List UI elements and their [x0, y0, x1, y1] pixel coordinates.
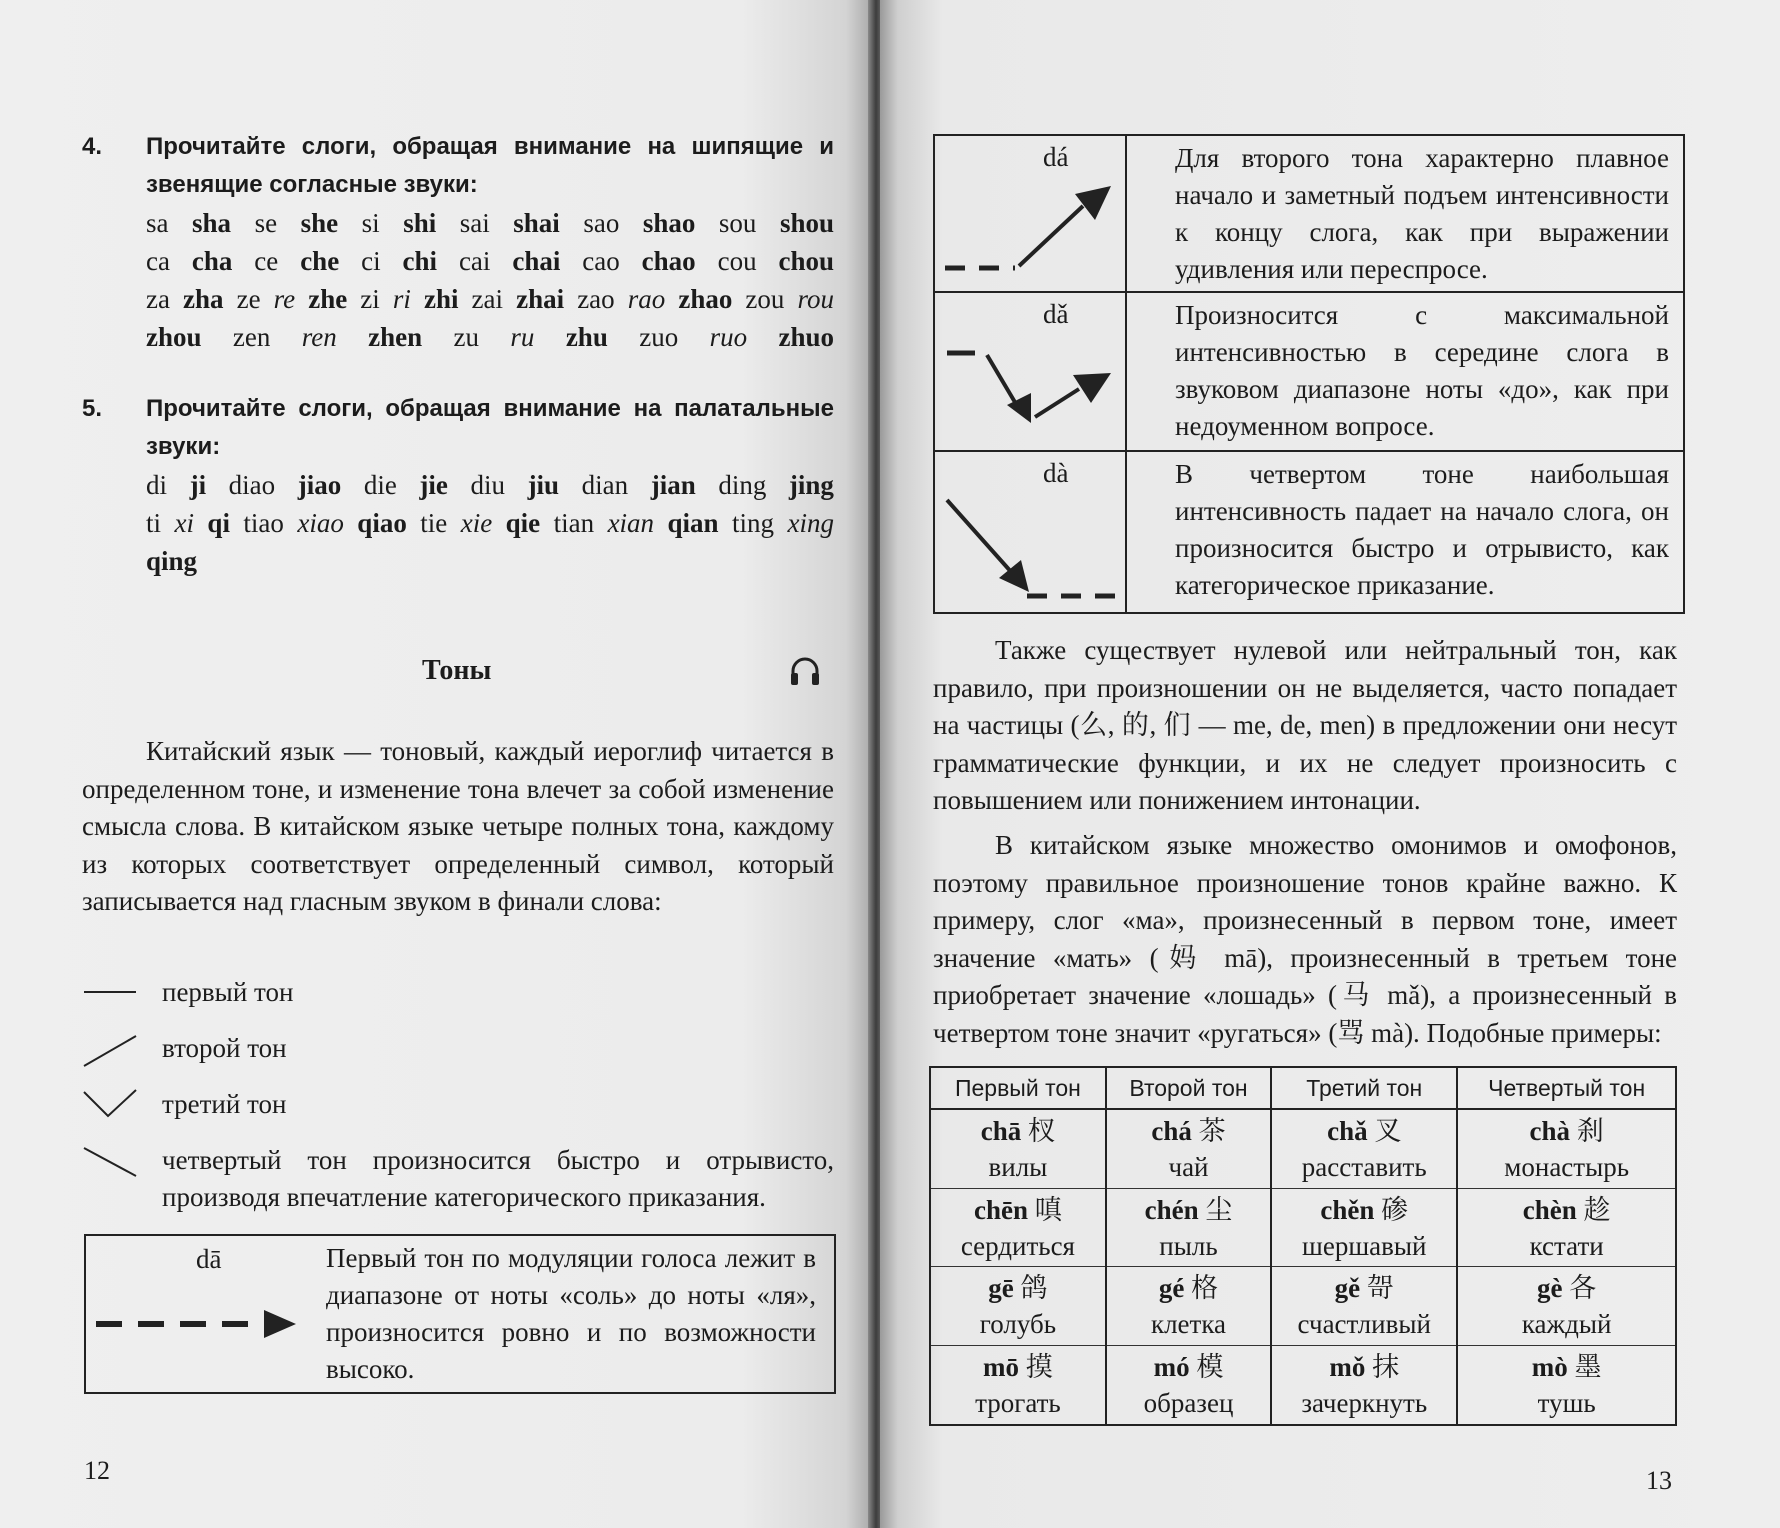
table-cell: chá 茶 чай	[1106, 1109, 1271, 1188]
first-tone-box	[84, 1234, 836, 1394]
tone-row-fourth	[935, 452, 1683, 612]
tone-mark-label: четвертый тон произносится быстро и отрывисто, производя впечатление категорического приказания.	[162, 1145, 834, 1212]
homonyms-paragraph: В китайском языке множество омонимов и омофонов, поэтому правильное произношение тонов крайне важно. К примеру, слог «ма», произнесенный в первом тоне, имеет значение «мать» (妈 mā), произнесенный в третьем тоне приобретает значение «лошадь» (马 mǎ), а произнесенный в четвертом тоне значит «ругаться» (骂 mà). Подобные примеры:	[933, 830, 1677, 1048]
column-header: Первый тон	[930, 1067, 1106, 1109]
table-cell: chǎ 叉 расставить	[1271, 1109, 1457, 1188]
tone-mark-fourth	[82, 1142, 834, 1216]
page-number: 13	[1646, 1466, 1672, 1495]
exercise-number: 5.	[82, 395, 103, 422]
headphones-icon[interactable]	[788, 655, 822, 689]
tone-syllable: dà	[1043, 458, 1069, 488]
table-row	[930, 1188, 1676, 1267]
table-cell: chèn 趁 кстати	[1457, 1188, 1676, 1267]
left-page	[0, 0, 872, 1528]
tone-description: Первый тон по модуляции голоса лежит в диапазоне от ноты «соль» до ноты «ля», произносится ровно и по возможности высоко.	[326, 1243, 816, 1384]
tone-mark-first	[82, 974, 834, 1011]
tone-syllable: dǎ	[1043, 299, 1069, 329]
table-row	[930, 1109, 1676, 1188]
syllable-line: di ji diao jiao die jie diu jiu dian jian ding jing	[146, 470, 834, 500]
falling-tone-icon	[82, 1142, 142, 1182]
falling-contour-icon	[935, 452, 1125, 612]
table-cell: mō 摸 трогать	[930, 1346, 1106, 1425]
table-cell: gè 各 каждый	[1457, 1267, 1676, 1346]
table-cell: chà 刹 монастырь	[1457, 1109, 1676, 1188]
exercise-4	[82, 128, 834, 356]
tone-syllable: dā	[196, 1244, 222, 1274]
table-row	[930, 1346, 1676, 1425]
syllable-lines	[82, 204, 834, 356]
tone-examples-table	[929, 1066, 1677, 1426]
table-cell: mǒ 抹 зачеркнуть	[1271, 1346, 1457, 1425]
rising-tone-icon	[82, 1030, 142, 1070]
table-cell: chén 尘 пыль	[1106, 1188, 1271, 1267]
tone-row-second	[935, 136, 1683, 293]
flat-tone-icon	[82, 974, 142, 1014]
table-cell: gē 鸽 голубь	[930, 1267, 1106, 1346]
exercise-number: 4.	[82, 133, 103, 160]
tones-intro: Китайский язык — тоновый, каждый иероглиф читается в определенном тоне, и изменение тона влечет за собой изменение смысла слова. В китайском языке четыре полных тона, каждому из которых соответствует определенный символ, который записывается над гласным звуком в финали слова:	[82, 736, 834, 916]
tone-mark-label: третий тон	[162, 1089, 287, 1119]
syllable-line: qing	[146, 546, 198, 576]
dip-tone-icon	[82, 1086, 142, 1126]
tone-mark-third	[82, 1086, 834, 1123]
section-title: Тоны	[422, 655, 492, 686]
tone-description: В четвертом тоне наибольшая интенсивность падает на начало слога, он произносится быстро и отрывисто, как категорическое приказание.	[1175, 459, 1669, 600]
syllable-line: zhou zen ren zhen zu ru zhu zuo ruo zhuo	[146, 322, 835, 352]
syllable-line: ti xi qi tiao xiao qiao tie xie qie tian xian qian ting xing	[146, 508, 834, 538]
tone-description: Для второго тона характерно плавное начало и заметный подъем интенсивности к концу слога, как при выражении удивления или переспросе.	[1175, 143, 1669, 284]
syllable-line: ca cha ce che ci chi cai chai cao chao cou chou	[146, 246, 835, 276]
column-header: Третий тон	[1271, 1067, 1457, 1109]
rising-contour-icon	[935, 136, 1125, 291]
syllable-line: sa sha se she si shi sai shai sao shao sou shou	[146, 208, 834, 238]
tone-description-table	[933, 134, 1685, 614]
tone-mark-label: второй тон	[162, 1033, 287, 1063]
exercise-heading: Прочитайте слоги, обращая внимание на шипящие и звенящие согласные звуки:	[146, 133, 834, 198]
column-header: Четвертый тон	[1457, 1067, 1676, 1109]
page-number: 12	[84, 1456, 110, 1485]
column-header: Второй тон	[1106, 1067, 1271, 1109]
syllable-lines	[82, 466, 834, 580]
exercise-5	[82, 390, 834, 580]
tone-mark-label: первый тон	[162, 977, 294, 1007]
table-cell: chā 杈 вилы	[930, 1109, 1106, 1188]
tone-description: Произносится с максимальной интенсивностью в середине слога в звуковом диапазоне ноты «до», как при недоуменном вопросе.	[1175, 300, 1669, 441]
syllable-line: za zha ze re zhe zi ri zhi zai zhai zao rao zhao zou rou	[146, 284, 834, 314]
tone-syllable: dá	[1043, 142, 1069, 172]
table-cell: chěn 碜 шершавый	[1271, 1188, 1457, 1267]
tone-mark-second	[82, 1030, 834, 1067]
table-cell: gě 哿 счастливый	[1271, 1267, 1457, 1346]
table-cell: gé 格 клетка	[1106, 1267, 1271, 1346]
exercise-heading: Прочитайте слоги, обращая внимание на палатальные звуки:	[146, 395, 834, 460]
dip-contour-icon	[935, 293, 1125, 450]
tone-row-third	[935, 293, 1683, 452]
table-cell: chēn 嗔 сердиться	[930, 1188, 1106, 1267]
table-cell: mò 墨 тушь	[1457, 1346, 1676, 1425]
level-arrow-icon	[92, 1304, 302, 1344]
table-cell: mó 模 образец	[1106, 1346, 1271, 1425]
neutral-tone-paragraph: Также существует нулевой или нейтральный тон, как правило, при произношении он не выделяется, часто попадает на частицы (么, 的, 们 — me, de, men) в предложении они несут грамматические функции, и их не следует произносить с повышением или понижением интонации.	[933, 635, 1677, 815]
table-row	[930, 1267, 1676, 1346]
